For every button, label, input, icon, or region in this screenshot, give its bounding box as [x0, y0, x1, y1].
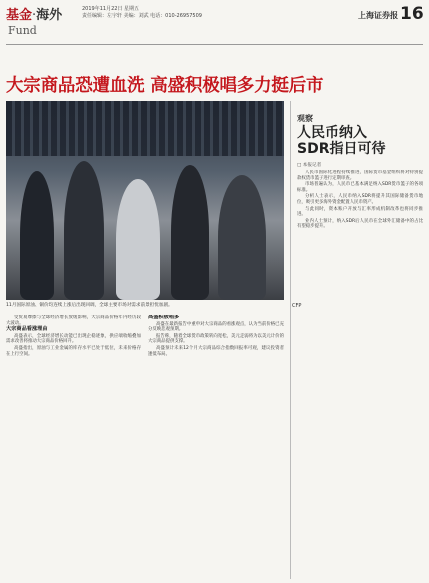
trading-floor-photo [6, 101, 284, 300]
paper-name: 上海证券报 [358, 11, 398, 20]
photo-figure [20, 171, 54, 300]
subsection-label: 海外 [36, 8, 63, 23]
article-column-1 [6, 315, 141, 577]
section-separator: · [32, 8, 37, 23]
feature-kicker: 观察 [297, 114, 313, 123]
masthead [6, 4, 423, 45]
feature-title-line-2: SDR指日可待 [297, 141, 386, 157]
paragraph: 市场普遍认为，人民币已基本满足纳入SDR货币篮子的各项标准。 [297, 182, 423, 193]
photo-figure [64, 161, 104, 300]
paragraph: 高盛在最新报告中重申对大宗商品的看涨观点，认为当前价格已充分反映悲观预期。 [148, 321, 284, 333]
section-label: 基金 [6, 8, 33, 23]
article-subhead: 大宗商品看涨理由 [6, 326, 48, 333]
meta-line-2: 责任编辑：左宇轩 美编：刘武 电话：010-26957509 [82, 13, 202, 19]
photo-figure [116, 179, 160, 300]
section-english: Fund [8, 24, 37, 37]
caption-continuation: CFP [292, 303, 302, 309]
article-subhead: 高盛积极唱多 [148, 315, 180, 320]
feature-column [297, 170, 423, 577]
photo-figure [218, 175, 266, 300]
main-headline: 大宗商品恐遭血洗 高盛积极唱多力挺后市 [6, 76, 324, 96]
paragraph: 分析人士表示，人民币纳入SDR将提升其国际储备货币地位，吸引更多海外资金配置人民币资产。 [297, 194, 423, 205]
masthead-meta [82, 6, 202, 20]
paragraph: 高盛预计未来12个月大宗商品综合指数回报率可观，建议投资者逢低布局。 [148, 345, 284, 357]
paragraph: 高盛指出，原油与工业金属的库存水平已处于低位，未来价格存在上行空间。 [6, 345, 141, 357]
photo-screens [6, 101, 284, 156]
paragraph: 高盛表示，全球经济增长动能已出现企稳迹象，供应端收缩叠加需求改善将推动大宗商品价格回升。 [6, 333, 141, 345]
photo-figure [171, 165, 209, 300]
column-rule [290, 101, 291, 579]
paragraph: 业内人士预计，纳入SDR后人民币在全球外汇储备中的占比有望稳步提升。 [297, 218, 423, 230]
feature-title-line-1: 人民币纳入 [297, 125, 367, 141]
meta-line-1: 2019年11月22日 星期五 [82, 6, 140, 12]
section-name [6, 4, 62, 23]
feature-byline: □ 本报记者 [297, 163, 322, 168]
paragraph: 报告称，随着全球货币政策转向宽松，美元走弱将为以美元计价的大宗商品提供支撑。 [148, 333, 284, 345]
feature-title [297, 125, 385, 157]
photo-caption: 11月国际原油、铜价均连续上涨后出现回调，全球主要市场对需求前景担忧加剧。 [6, 303, 173, 308]
page-number: 16 [400, 4, 424, 24]
paragraph: 受贸易摩擦与全球经济增长放缓影响，大宗商品价格年内经历较大波动。 [6, 315, 141, 326]
article-column-2 [148, 315, 284, 577]
paragraph: 与此同时，资本账户开放与汇率形成机制改革也将同步推进。 [297, 206, 423, 218]
paragraph: 人民币国际化进程持续推进，国际货币基金组织将对特别提款权货币篮子进行定期审查。 [297, 170, 423, 181]
